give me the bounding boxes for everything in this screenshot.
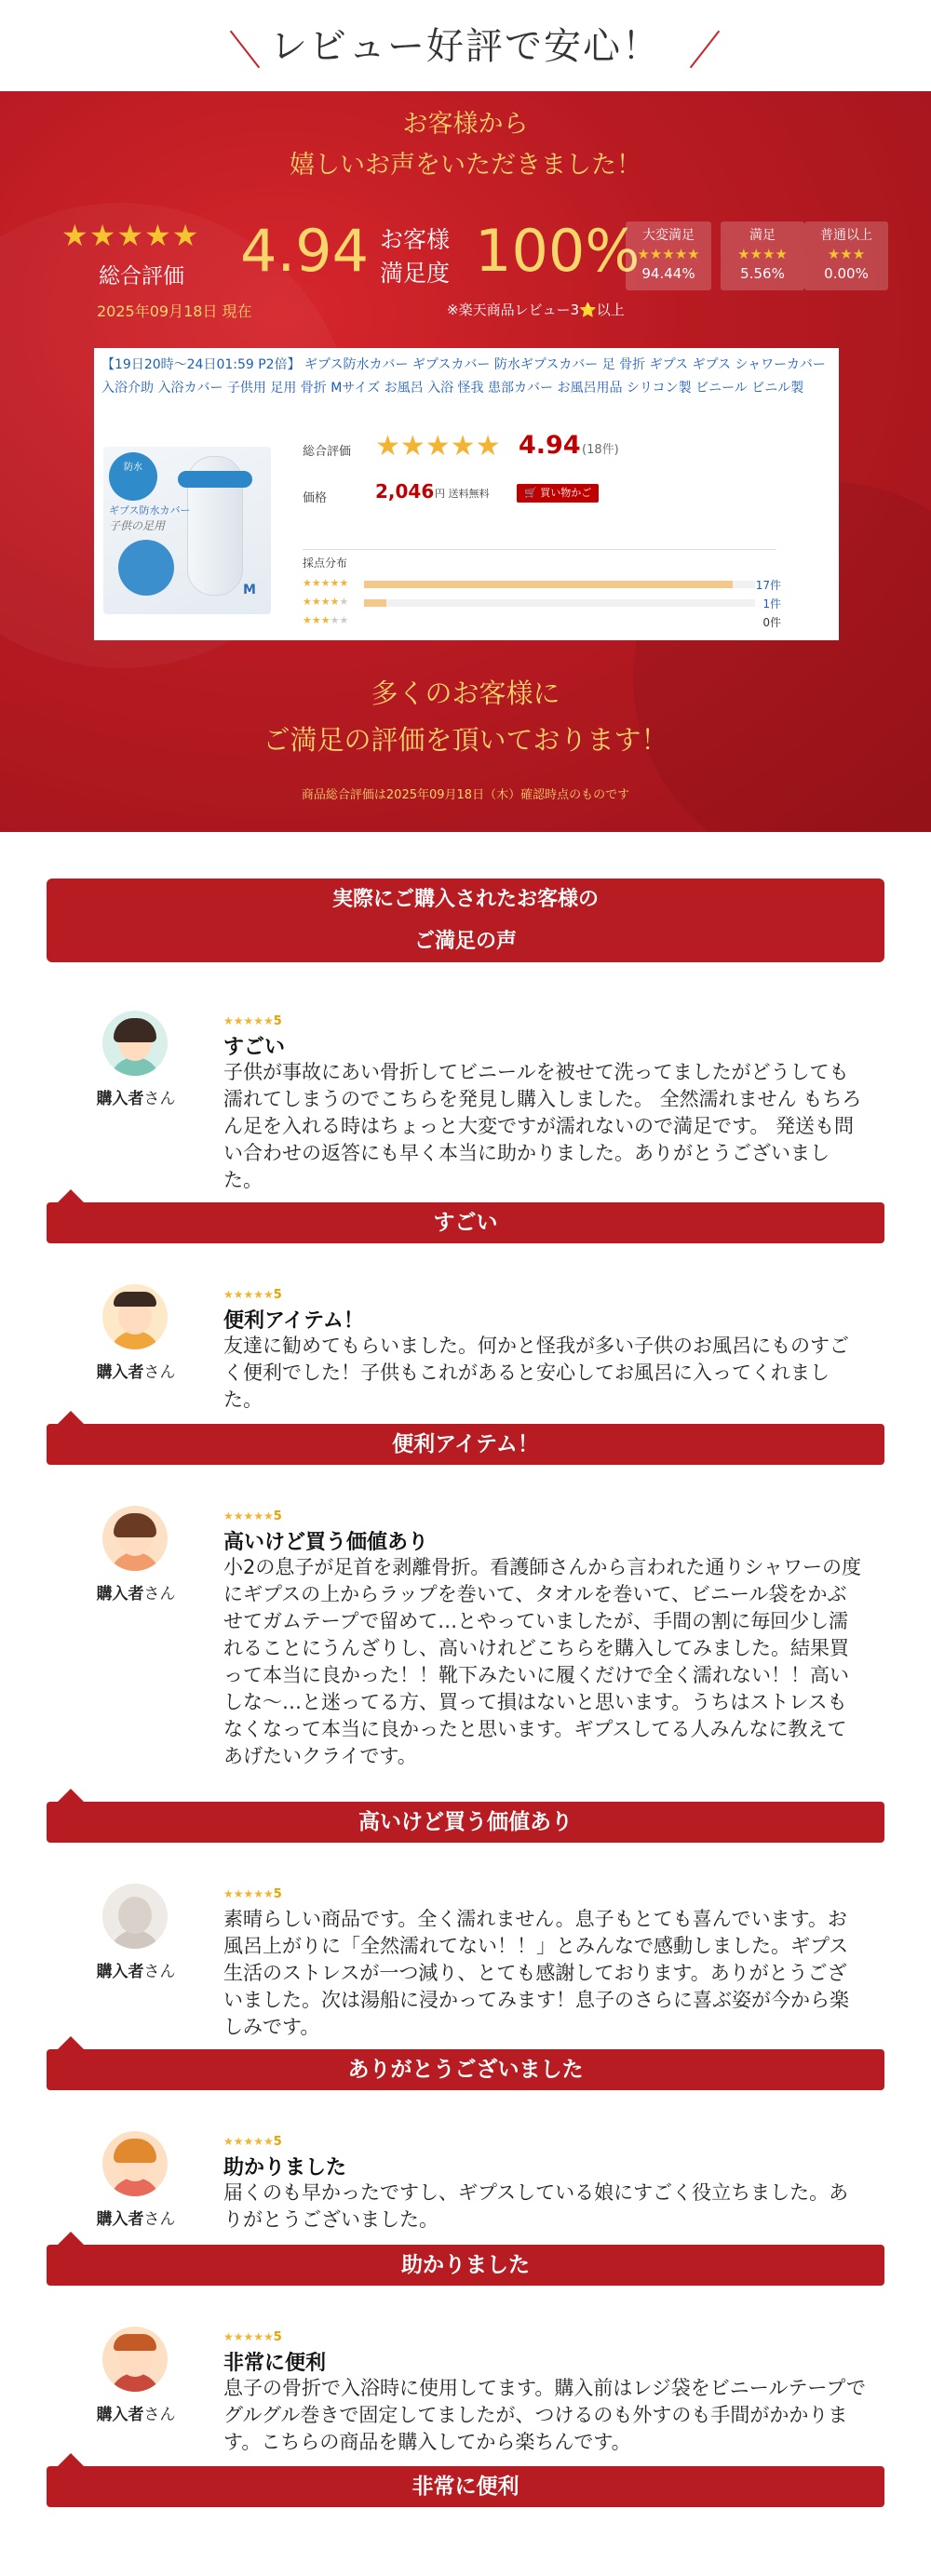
distribution-box-average: [804, 221, 888, 290]
section-line-1: 実際にご購入されたお客様の: [331, 888, 599, 911]
reviewer-name: 購入者さん: [96, 1363, 176, 1382]
dist-row-4-stars-icon: ★★★★★: [303, 596, 349, 608]
overall-stars-icon: ★★★★★: [61, 218, 200, 253]
review-body: 息子の骨折で入浴時に使用してます。購入前はレジ袋をビニールテープでグルグル巻きで固定してましたが、つけるのも外すのも手間がかかります。こちらの商品を購入してから楽ちんです。: [223, 2377, 866, 2453]
review-title: すごい: [223, 1036, 286, 1059]
review-title: 非常に便利: [223, 2352, 327, 2375]
avatar: [102, 1506, 168, 1571]
rating-stars-icon: ★★★★★5: [223, 1288, 282, 1302]
dist-row-5-track: [364, 581, 755, 588]
review-caption-bar: 非常に便利: [47, 2466, 884, 2507]
reviewer-name: 購入者さん: [96, 2210, 176, 2229]
review-title: 助かりました: [223, 2156, 347, 2180]
image-kind-text: 子供の足用: [109, 519, 166, 532]
banner-intro: [0, 104, 931, 186]
star-icon: ★★★★★: [637, 246, 700, 262]
avatar: [102, 1284, 168, 1349]
product-title-link[interactable]: 【19日20時〜24日01:59 P2倍】 ギプス防水カバー ギプスカバー 防水ギプスカバー 足 骨折 ギプス ギプス シャワーカバー 入浴介助 入浴カバー 子供用 足用 骨折 Mサイズ お風呂 入浴 怪我 患部カバー お風呂用品 シリコン製 ビニール ビニル製: [101, 357, 826, 396]
outro-line-2: ご満足の評価を頂いております！: [263, 724, 668, 756]
review-body: 小2の息子が足首を剥離骨折。看護師さんから言われた通りシャワーの度にギプスの上からラップを巻いて、タオルを巻いて、ビニール袋をかぶせてガムテープで留めて…とやっていましたが、手間の割に毎回少し濡れることにうんざりし、高いけれどこちらを購入してみました。結果買って本当に良かった！！靴下みたいに履くだけで全く濡れない！！高いしな〜…と迷ってる方、買って損はないと思います。うちはストレスもなくなって本当に良かったと思います。ギプスしてる人みんなに教えてあげたいクライです。: [223, 1556, 861, 1767]
add-to-cart-label: 買い物かご: [540, 487, 592, 499]
badge-text: 防水: [124, 463, 142, 473]
distribution-label: 大変満足: [642, 228, 695, 243]
dist-row-4-track: [364, 599, 755, 607]
distribution-label: 満足: [749, 228, 776, 243]
satisfaction-percent: 100%: [475, 217, 641, 285]
card-review-count-link[interactable]: (18件): [582, 443, 619, 457]
avatar: [102, 2131, 168, 2196]
star-icon: ★★★★: [737, 246, 788, 262]
banner-outro: [0, 670, 931, 763]
avatar: [102, 1884, 168, 1949]
rating-stars-icon: ★★★★★5: [223, 1509, 282, 1523]
satisfaction-label-line-2: 満足度: [380, 260, 451, 287]
rating-date: 2025年09月18日 現在: [97, 302, 252, 320]
product-card: [94, 348, 839, 640]
page-header: [0, 0, 931, 91]
intro-line-2: 嬉しいお声をいただきました！: [290, 151, 641, 180]
product-image[interactable]: [103, 447, 271, 614]
add-to-cart-button[interactable]: [517, 484, 599, 503]
card-rating-label: 総合評価: [303, 445, 352, 459]
review-note: ※楽天商品レビュー3⭐以上: [447, 302, 625, 318]
distribution-percent: 0.00%: [824, 265, 869, 282]
cover-band-shape: [178, 471, 252, 488]
dist-row-5-bar: [364, 581, 733, 588]
review-body: 素晴らしい商品です。全く濡れません。息子もとても喜んでいます。お風呂上がりに「全然濡れてない！！」とみんなで感動しました。ギプス生活のストレスが一つ減り、とても感謝しております。ありがとうございました。次は湯船に浸かってみます！息子のさらに喜ぶ姿が今から楽しみです。: [223, 1908, 849, 2038]
review-caption-bar: ありがとうございました: [47, 2049, 884, 2090]
dist-row-3-stars-icon: ★★★★★: [303, 614, 349, 626]
dist-row-5-stars-icon: ★★★★★: [303, 577, 349, 589]
rating-banner: [0, 91, 931, 832]
satisfaction-label-line-1: お客様: [380, 226, 451, 253]
review-caption-bar: 高いけど買う価値あり: [47, 1802, 884, 1843]
rating-stars-icon: ★★★★★5: [223, 2330, 282, 2344]
card-score: 4.94: [519, 431, 581, 460]
distribution-percent: 5.56%: [740, 265, 785, 282]
dist-row-3-count: 0件: [762, 616, 781, 629]
avatar: [102, 1011, 168, 1076]
page-title: レビュー好評で安心！: [270, 25, 661, 68]
satisfaction-label: [380, 223, 450, 290]
review-caption-bar: 便利アイテム！: [47, 1424, 884, 1465]
card-stars-icon: ★★★★★: [375, 430, 501, 463]
review-title: 便利アイテム！: [223, 1309, 364, 1333]
intro-line-1: お客様から: [402, 110, 529, 139]
card-shipping: 円 送料無料: [435, 488, 490, 500]
card-price: 2,046: [375, 480, 435, 503]
image-size-text: M: [243, 583, 256, 597]
star-icon: ★★★: [827, 246, 866, 262]
distribution-box-satisfied: [721, 221, 804, 290]
review-caption-bar: すごい: [47, 1202, 884, 1243]
review-body: 子供が事故にあい骨折してビニールを被せて洗ってましたがどうしても濡れてしまうのでこちらを発見し購入しました。 全然濡れません もちろん足を入れる時はちょっと大変ですが濡れないので満足です。 発送も問い合わせの返答にも早く本当に助かりました。ありがとうございました。: [223, 1061, 862, 1191]
reviewer-name: 購入者さん: [96, 2406, 176, 2424]
rating-stars-icon: ★★★★★5: [223, 1887, 282, 1901]
outro-line-1: 多くのお客様に: [371, 678, 560, 709]
review-title: 高いけど買う価値あり: [223, 1531, 429, 1554]
cover-roll-shape: [118, 540, 174, 596]
rating-stars-icon: ★★★★★5: [223, 2135, 282, 2149]
review-caption-bar: 助かりました: [47, 2245, 884, 2286]
overall-label: 総合評価: [99, 264, 184, 288]
image-brand-text: ギプス防水カバー: [109, 504, 191, 517]
distribution-label: 普通以上: [820, 228, 872, 243]
divider: [303, 549, 776, 550]
reviews-section-header: [47, 879, 884, 962]
reviewer-name: 購入者さん: [96, 1585, 176, 1603]
reviewer-name: 購入者さん: [96, 1090, 176, 1108]
distribution-heading: 採点分布: [303, 557, 348, 570]
distribution-box-very-satisfied: [626, 221, 711, 290]
reviewer-name: 購入者さん: [96, 1963, 176, 1981]
avatar: [102, 2327, 168, 2392]
review-body: 友達に勧めてもらいました。何かと怪我が多い子供のお風呂にものすごく便利でした！子供もこれがあると安心してお風呂に入ってくれました。: [223, 1335, 849, 1411]
waterproof-badge: [109, 452, 157, 501]
card-price-label: 価格: [303, 491, 328, 505]
banner-footnote: 商品総合評価は2025年09月18日（木）確認時点のものです: [301, 788, 630, 802]
distribution-percent: 94.44%: [641, 265, 695, 282]
overall-score: 4.94: [240, 217, 370, 285]
rating-stars-icon: ★★★★★5: [223, 1014, 282, 1028]
dist-row-5-count-link[interactable]: 17件: [755, 579, 781, 592]
cart-icon: 🛒: [524, 487, 541, 499]
section-line-2: ご満足の声: [413, 930, 517, 953]
dist-row-4-count-link[interactable]: 1件: [762, 597, 781, 610]
review-body: 届くのも早かったですし、ギプスしている娘にすごく役立ちました。ありがとうございました。: [223, 2181, 849, 2231]
dist-row-4-bar: [364, 599, 386, 607]
